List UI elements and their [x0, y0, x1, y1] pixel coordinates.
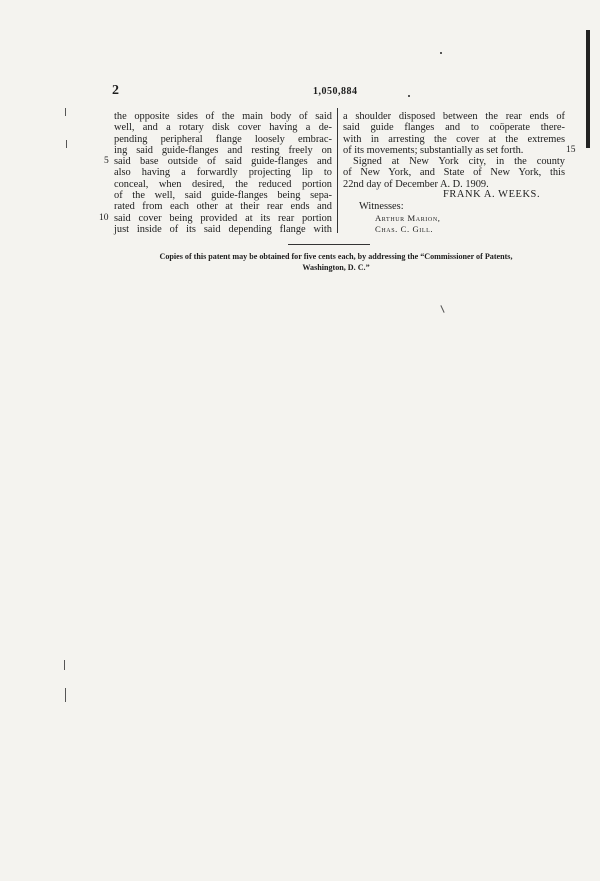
footer-rule: [288, 244, 370, 245]
left-line-2: well, and a rotary disk cover having a de-: [114, 122, 332, 134]
witnesses-label: Witnesses:: [359, 201, 404, 212]
left-line-8: of the well, said guide-flanges being sepa-: [114, 190, 332, 202]
left-line-10: said cover being provided at its rear portion: [114, 212, 332, 224]
right-line-2: said guide flanges and to coöperate there-: [343, 122, 565, 134]
right-line-4: of its movements; substantially as set forth.: [343, 144, 524, 156]
right-line-1: a shoulder disposed between the rear ends of: [343, 111, 565, 122]
left-line-3: pending peripheral flange loosely embrac-: [114, 133, 332, 145]
margin-line-number-10: 10: [99, 213, 109, 223]
witness-2: Chas. C. Gill.: [375, 224, 434, 234]
scan-speck: [64, 660, 65, 670]
right-line-6: of New York, and State of New York, this: [343, 167, 565, 179]
scan-speck: [440, 52, 442, 54]
witness-1: Arthur Marion,: [375, 213, 441, 223]
edge-bar: [586, 30, 590, 148]
left-line-5: said base outside of said guide-flanges and: [114, 156, 332, 168]
patent-number: 1,050,884: [313, 86, 358, 97]
left-line-6: also having a forwardly projecting lip to: [114, 167, 332, 179]
left-line-9: rated from each other at their rear ends and: [114, 201, 332, 213]
signer-name: FRANK A. WEEKS.: [443, 189, 541, 200]
margin-line-number-15: 15: [566, 145, 576, 155]
left-line-4: ing said guide-flanges and resting freely on: [114, 144, 332, 156]
scan-speck: [65, 108, 66, 116]
left-column: [114, 111, 332, 235]
footer-line-2: Washington, D. C.”: [302, 262, 370, 272]
footer-line-1: Copies of this patent may be obtained for five cents each, by addressing the “Commissioner of Patents,: [159, 252, 513, 261]
scan-speck: [65, 688, 66, 702]
left-line-1: the opposite sides of the main body of said: [114, 111, 332, 122]
scan-speck: [66, 140, 67, 148]
page-number: 2: [112, 83, 119, 98]
right-line-3: with in arresting the cover at the extremes: [343, 133, 565, 145]
scan-speck: [440, 305, 444, 313]
right-column: [343, 111, 565, 190]
margin-line-number-5: 5: [104, 156, 109, 166]
column-divider: [337, 108, 338, 233]
footer-notice: [110, 252, 562, 273]
scan-speck: [408, 95, 410, 97]
left-line-11: just inside of its said depending flange with: [114, 223, 332, 235]
right-line-7: 22nd day of December A. D. 1909.: [343, 178, 489, 190]
right-line-5: Signed at New York city, in the county: [353, 156, 565, 168]
left-line-7: conceal, when desired, the reduced portion: [114, 178, 332, 190]
